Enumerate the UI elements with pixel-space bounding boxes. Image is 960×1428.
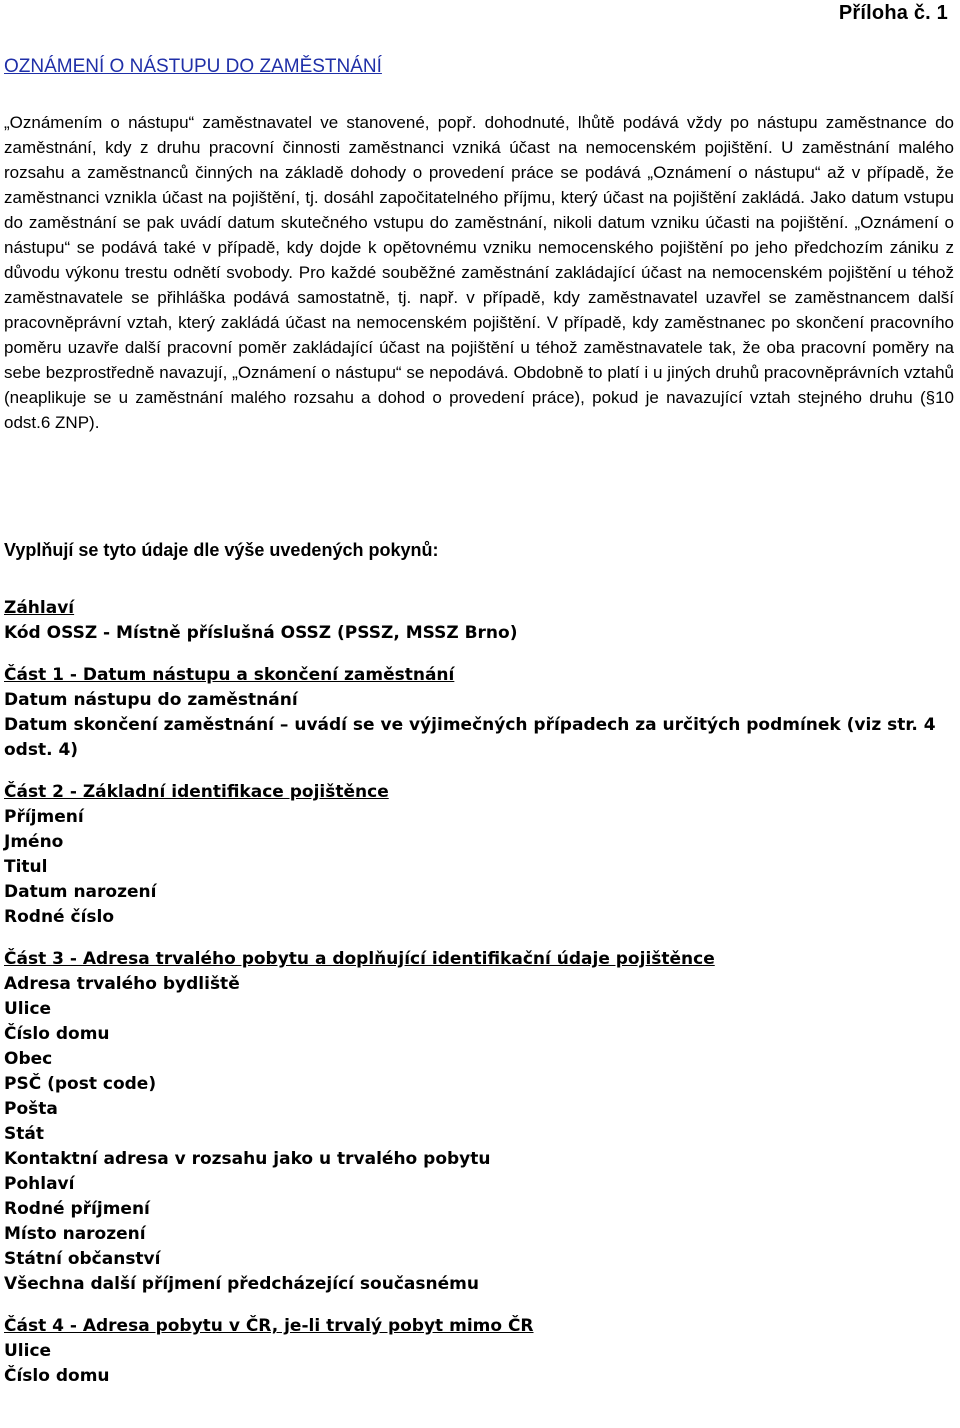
- field-label: Jméno: [4, 832, 64, 852]
- section-heading: Část 4 - Adresa pobytu v ČR, je-li trvalý pobyt mimo ČR: [4, 1316, 534, 1336]
- annex-label: Příloha č. 1: [838, 2, 948, 24]
- field-label: Příjmení: [4, 807, 84, 827]
- section-block: [4, 662, 954, 763]
- field-label: Všechna další příjmení předcházející současnému: [4, 1274, 479, 1294]
- section-block: [4, 595, 954, 646]
- field-label: Rodné příjmení: [4, 1199, 150, 1219]
- field-label: Číslo domu: [4, 1366, 110, 1386]
- field-label: Pohlaví: [4, 1174, 75, 1194]
- field-label: Pošta: [4, 1099, 58, 1119]
- field-label: Státní občanství: [4, 1249, 161, 1269]
- section-heading: Část 1 - Datum nástupu a skončení zaměstnání: [4, 665, 455, 685]
- field-label: Místo narození: [4, 1224, 146, 1244]
- intro-paragraph: „Oznámením o nástupu“ zaměstnavatel ve stanovené, popř. dohodnuté, lhůtě podává vždy po nástupu zaměstnance do zaměstnání, kdy z druhu pracovní činnosti zaměstnanci vzniká účast na nemocenském pojištění. U zaměstnání malého rozsahu a zaměstnanců činných na základě dohody o provedení práce se podává „Oznámení o nástupu“ až v případě, že zaměstnanci vznikla účast na pojištění, tj. dosáhl započitatelného příjmu, který účast na pojištění zakládá. Jako datum vstupu do zaměstnání se pak uvádí datum skutečného vstupu do zaměstnání, nikoli datum vzniku účasti na pojištění. „Oznámení o nástupu“ se podává také v případě, kdy dojde k opětovnému vzniku nemocenského pojištění po jeho předchozím zániku z důvodu výkonu trestu odnětí svobody. Pro každé souběžné zaměstnání zakládající účast na nemocenském pojištění u téhož zaměstnavatele se přihláška podává samostatně, tj. např. v případě, kdy zaměstnavatel uzavřel se zaměstnancem další pracovněprávní vztah, který zakládá účast na nemocenském pojištění. V případě, kdy zaměstnanec po skončení pracovního poměru uzavře další pracovní poměr zakládající účast na pojištění u téhož zaměstnavatele tak, že oba pracovní poměry na sebe bezprostředně navazují, „Oznámení o nástupu“ se nepodává. Obdobně to platí i u jiných druhů pracovněprávních vztahů (neaplikuje se u zaměstnání malého rozsahu a dohod o provedení práce), pokud je navazující vztah stejného druhu (§10 odst.6 ZNP).: [4, 113, 954, 432]
- field-label: Kontaktní adresa v rozsahu jako u trvalého pobytu: [4, 1149, 491, 1169]
- sections-list: [4, 595, 954, 1405]
- field-label: Rodné číslo: [4, 907, 115, 927]
- field-label: Obec: [4, 1049, 53, 1069]
- section-block: [4, 779, 954, 930]
- section-heading: Část 2 - Základní identifikace pojištěnce: [4, 782, 389, 802]
- field-label: Kód OSSZ - Místně příslušná OSSZ (PSSZ, MSSZ Brno): [4, 623, 518, 643]
- field-label: Datum nástupu do zaměstnání: [4, 690, 298, 710]
- section-heading: Záhlaví: [4, 598, 75, 618]
- section-block: [4, 946, 954, 1297]
- field-label: Ulice: [4, 1341, 52, 1361]
- section-heading: Část 3 - Adresa trvalého pobytu a doplňující identifikační údaje pojištěnce: [4, 949, 715, 969]
- field-label: Číslo domu: [4, 1024, 110, 1044]
- field-label: Datum skončení zaměstnání – uvádí se ve výjimečných případech za určitých podmínek (viz str. 4 odst. 4): [4, 715, 936, 760]
- field-label: Titul: [4, 857, 48, 877]
- section-block: [4, 1313, 954, 1389]
- field-label: PSČ (post code): [4, 1074, 157, 1094]
- field-label: Datum narození: [4, 882, 157, 902]
- field-label: Ulice: [4, 999, 52, 1019]
- field-label: Stát: [4, 1124, 44, 1144]
- document-title: OZNÁMENÍ O NÁSTUPU DO ZAMĚSTNÁNÍ: [4, 56, 382, 77]
- field-label: Adresa trvalého bydliště: [4, 974, 240, 994]
- instruction-heading: Vyplňují se tyto údaje dle výše uvedených pokynů:: [4, 540, 439, 560]
